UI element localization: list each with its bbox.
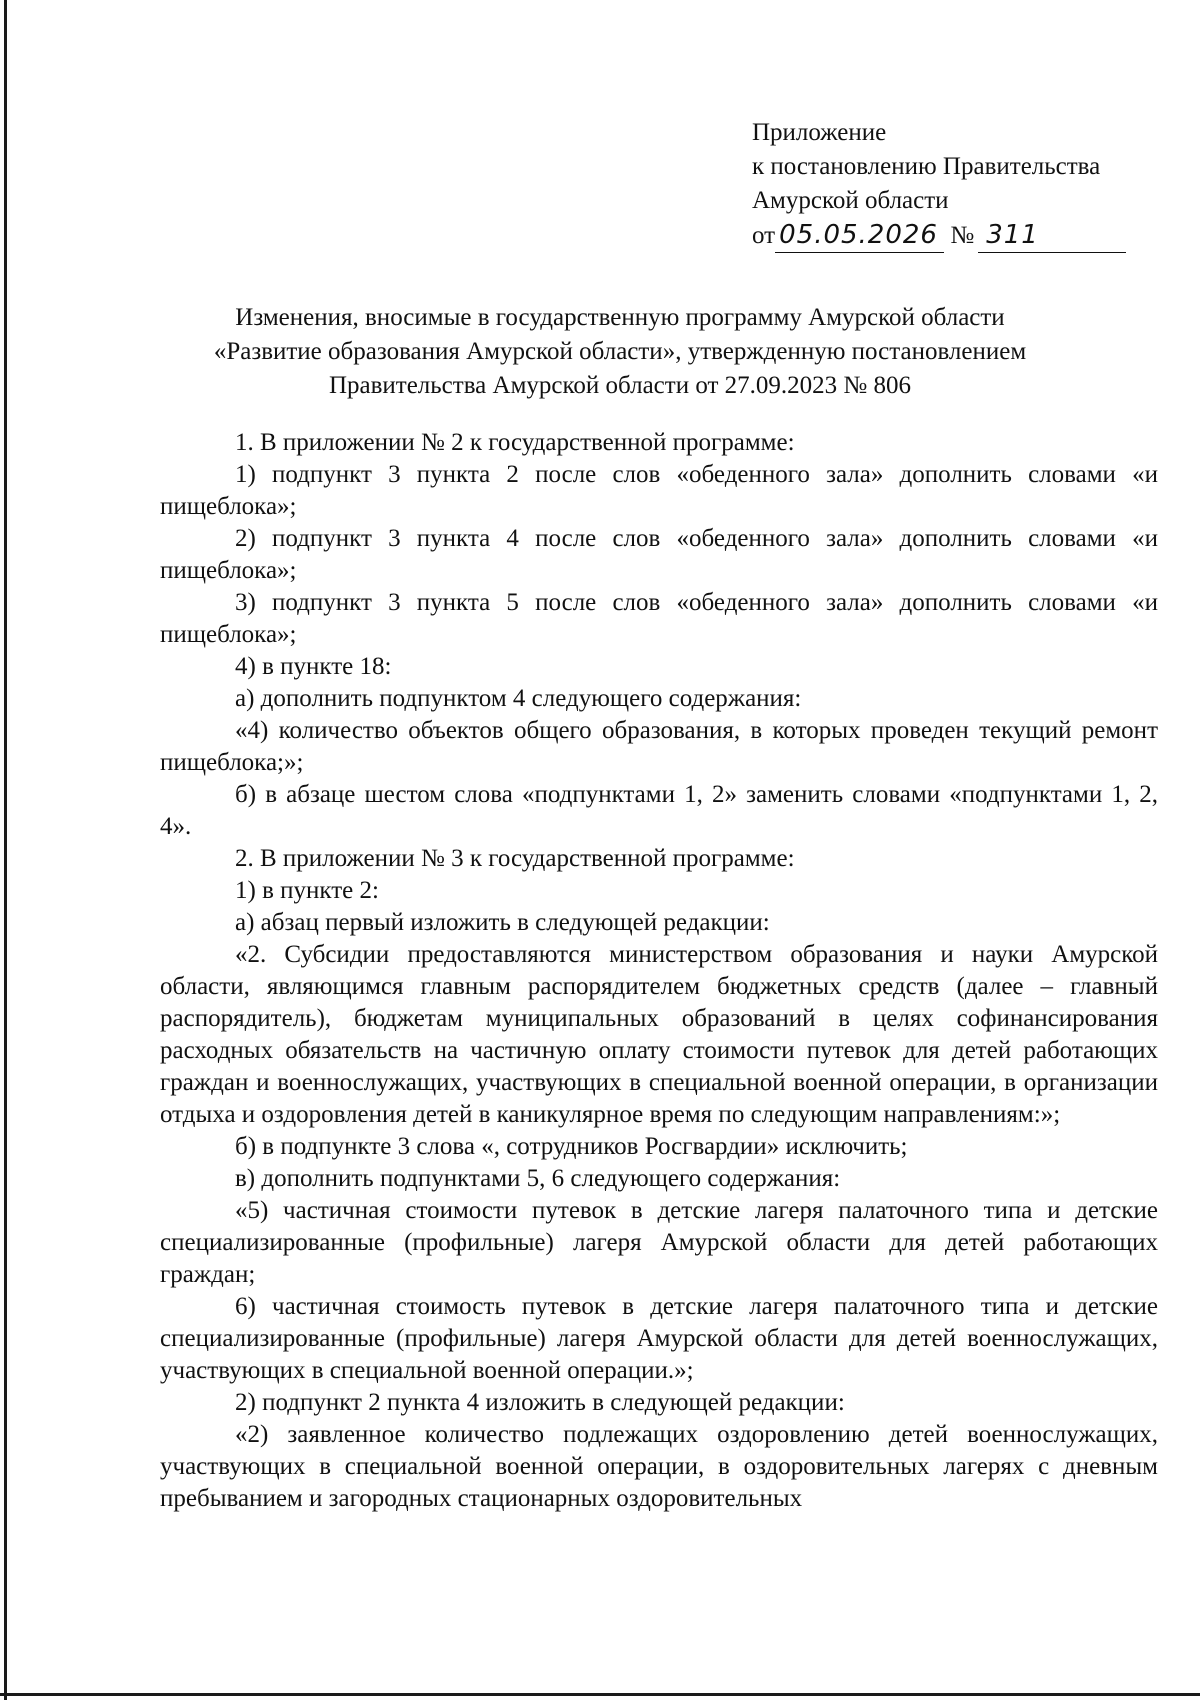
- handwritten-number: 311: [978, 218, 1126, 253]
- appendix-line-1: Приложение: [752, 119, 887, 146]
- paragraph: а) абзац первый изложить в следующей редакции:: [235, 909, 770, 936]
- paragraph: а) дополнить подпунктом 4 следующего содержания:: [235, 685, 802, 712]
- from-label: от: [752, 222, 776, 249]
- scan-edge-bottom: [0, 1693, 1200, 1696]
- document-body: [160, 427, 1158, 1515]
- appendix-line-3: Амурской области: [752, 187, 949, 214]
- paragraph: «2. Субсидии предоставляются министерством образования и науки Амурской области, являющимся главным распорядителем бюджетных средств (далее – главный распорядитель), бюджетам муниципальных образований в целях софинансирования расходных обязательств на частичную оплату стоимости путевок для детей работающих граждан и военнослужащих, участвующих в специальной военной операции, в организации отдыха и оздоровления детей в каникулярное время по следующим направлениям:»;: [160, 941, 1158, 1128]
- paragraph: б) в подпункте 3 слова «, сотрудников Росгвардии» исключить;: [235, 1133, 908, 1160]
- paragraph: б) в абзаце шестом слова «подпунктами 1, 2» заменить словами «подпунктами 1, 2, 4».: [160, 781, 1158, 840]
- paragraph: «2) заявленное количество подлежащих оздоровлению детей военнослужащих, участвующих в специальной военной операции, в оздоровительных лагерях с дневным пребыванием и загородных стационарных оздоровительных: [160, 1421, 1158, 1512]
- paragraph: «5) частичная стоимости путевок в детские лагеря палаточного типа и детские специализированные (профильные) лагеря Амурской области для детей работающих граждан;: [160, 1197, 1158, 1288]
- title-line-2: «Развитие образования Амурской области», утвержденную постановлением: [213, 338, 1027, 365]
- title-line-3: Правительства Амурской области от 27.09.2023 № 806: [328, 372, 912, 399]
- paragraph: 4) в пункте 18:: [235, 653, 392, 680]
- paragraph: 2) подпункт 2 пункта 4 изложить в следующей редакции:: [235, 1389, 845, 1416]
- appendix-line-2: к постановлению Правительства: [752, 153, 1101, 180]
- paragraph: 1) подпункт 3 пункта 2 после слов «обеденного зала» дополнить словами «и пищеблока»;: [160, 461, 1158, 520]
- paragraph: 6) частичная стоимость путевок в детские лагеря палаточного типа и детские специализированные (профильные) лагеря Амурской области для детей военнослужащих, участвующих в специальной военной операции.»;: [160, 1293, 1158, 1384]
- title-line-1: Изменения, вносимые в государственную программу Амурской области: [235, 304, 1005, 331]
- document-title: [140, 301, 1100, 403]
- paragraph: 1) в пункте 2:: [235, 877, 379, 904]
- paragraph: в) дополнить подпунктами 5, 6 следующего содержания:: [235, 1165, 841, 1192]
- handwritten-date: 05.05.2026: [775, 218, 944, 253]
- paragraph: 2) подпункт 3 пункта 4 после слов «обеденного зала» дополнить словами «и пищеблока»;: [160, 525, 1158, 584]
- paragraph: 2. В приложении № 3 к государственной программе:: [235, 845, 795, 872]
- number-label: №: [950, 222, 975, 249]
- appendix-header: [752, 116, 1172, 253]
- paragraph: 1. В приложении № 2 к государственной программе:: [235, 429, 795, 456]
- paragraph: 3) подпункт 3 пункта 5 после слов «обеденного зала» дополнить словами «и пищеблока»;: [160, 589, 1158, 648]
- paragraph: «4) количество объектов общего образования, в которых проведен текущий ремонт пищеблока;»;: [160, 717, 1158, 776]
- appendix-date-line: [752, 218, 1172, 253]
- scan-edge-left: [4, 0, 7, 1700]
